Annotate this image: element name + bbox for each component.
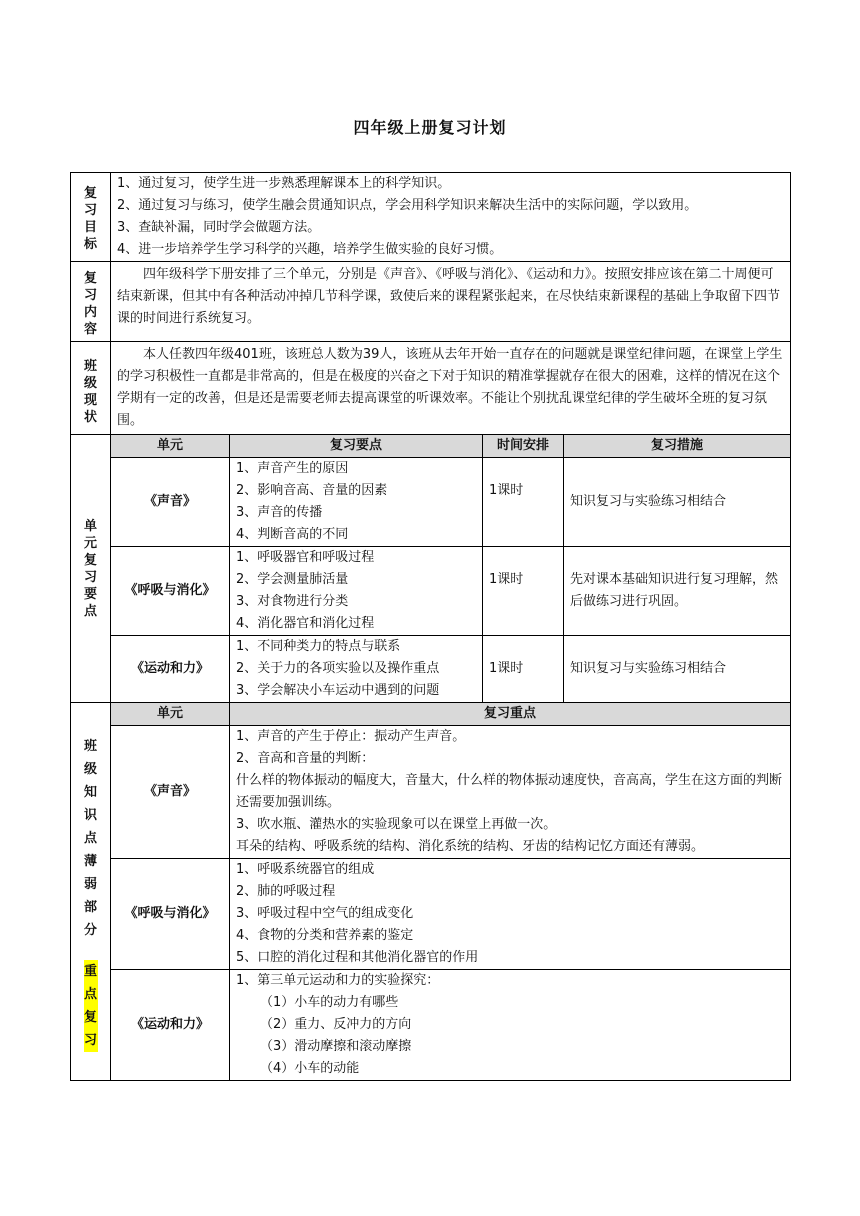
units-row-breathing <box>71 547 791 636</box>
unit-name: 《运动和力》 <box>111 636 230 703</box>
status-label: 班级现状 <box>83 358 97 425</box>
units-header-points: 复习要点 <box>230 435 483 458</box>
unit-point: 2、学会测量肺活量 <box>236 572 349 587</box>
unit-point: 4、消化器官和消化过程 <box>236 616 375 631</box>
weak-lines <box>230 970 791 1081</box>
status-label-cell <box>71 342 111 435</box>
unit-points <box>230 458 483 547</box>
unit-point: 3、对食物进行分类 <box>236 594 349 609</box>
unit-time-text: 1课时 <box>489 483 524 498</box>
goal-item: 3、查缺补漏，同时学会做题方法。 <box>117 220 321 235</box>
units-row-sound <box>71 458 791 547</box>
unit-measure: 知识复习与实验练习相结合 <box>564 636 791 703</box>
weak-header-row <box>71 703 791 726</box>
weak-label-cell <box>71 703 111 1081</box>
weak-line: 1、声音的产生于停止：振动产生声音。 <box>236 729 466 744</box>
weak-lines <box>230 726 791 859</box>
status-cell <box>111 342 791 435</box>
goal-item: 4、进一步培养学生学习科学的兴趣，培养学生做实验的良好习惯。 <box>117 242 503 257</box>
unit-point: 1、不同种类力的特点与联系 <box>236 639 401 654</box>
units-header-measure: 复习措施 <box>564 435 791 458</box>
unit-measure: 知识复习与实验练习相结合 <box>564 458 791 547</box>
focus-review-highlight: 重点复习 <box>84 960 98 1052</box>
unit-point: 1、呼吸器官和呼吸过程 <box>236 550 375 565</box>
weak-line: 2、音高和音量的判断： <box>236 751 375 766</box>
unit-time: 1课时 <box>483 636 564 703</box>
units-label-cell <box>71 435 111 703</box>
unit-point: 2、影响音高、音量的因素 <box>236 483 388 498</box>
content-text: 四年级科学下册安排了三个单元，分别是《声音》、《呼吸与消化》、《运动和力》。按照安排应该在第二十周便可结束新课，但其中有各种活动冲掉几节科学课，致使后来的课程紧张起来，在尽快结束新课程的基础上争取留下四节课的时间进行系统复习。 <box>117 267 781 326</box>
weak-line: 4、食物的分类和营养素的鉴定 <box>236 928 414 943</box>
goal-item: 2、通过复习与练习，使学生融会贯通知识点，学会用科学知识来解决生活中的实际问题，学以致用。 <box>117 198 698 213</box>
weak-line: 什么样的物体振动的幅度大，音量大，什么样的物体振动速度快，音高高，学生在这方面的判断还需要加强训练。 <box>236 773 783 810</box>
goals-cell <box>111 173 791 262</box>
weak-unit-name: 《呼吸与消化》 <box>111 859 230 970</box>
goals-label: 复习目标 <box>83 185 97 252</box>
content-cell <box>111 262 791 342</box>
weak-line: 3、呼吸过程中空气的组成变化 <box>236 906 414 921</box>
weak-label: 班级知识点薄弱部分 <box>83 739 97 938</box>
status-text: 本人任教四年级401班，该班总人数为39人，该班从去年开始一直存在的问题就是课堂纪律问题，在课堂上学生的学习积极性一直都是非常高的，但是在极度的兴奋之下对于知识的精准掌握就存在很大的困难，这样的情况在这个学期有一定的改善，但是还是需要老师去提高课堂的听课效率。不能让个别扰乱课堂纪律的学生破坏全班的复习氛围。 <box>117 347 783 428</box>
weak-row-force <box>71 970 791 1081</box>
unit-point: 3、声音的传播 <box>236 505 323 520</box>
page-title: 四年级上册复习计划 <box>353 118 507 137</box>
unit-time <box>483 458 564 547</box>
unit-time <box>483 547 564 636</box>
content-row <box>71 262 791 342</box>
unit-name: 《声音》 <box>111 458 230 547</box>
weak-line: 耳朵的结构、呼吸系统的结构、消化系统的结构、牙齿的结构记忆方面还有薄弱。 <box>236 839 705 854</box>
weak-unit-name: 《声音》 <box>111 726 230 859</box>
weak-line: （1）小车的动力有哪些 <box>260 995 399 1010</box>
weak-header-focus: 复习重点 <box>230 703 791 726</box>
weak-line: （2）重力、反冲力的方向 <box>260 1017 412 1032</box>
weak-line: （4）小车的动能 <box>260 1061 360 1076</box>
review-plan-table <box>70 172 791 1081</box>
goals-row <box>71 173 791 262</box>
units-row-force <box>71 636 791 703</box>
unit-name: 《呼吸与消化》 <box>111 547 230 636</box>
weak-row-breathing <box>71 859 791 970</box>
unit-measure: 先对课本基础知识进行复习理解，然后做练习进行巩固。 <box>564 547 791 636</box>
weak-line: 1、呼吸系统器官的组成 <box>236 862 375 877</box>
units-header-time: 时间安排 <box>483 435 564 458</box>
goals-label-cell <box>71 173 111 262</box>
weak-unit-name: 《运动和力》 <box>111 970 230 1081</box>
weak-line: 2、肺的呼吸过程 <box>236 884 336 899</box>
weak-row-sound <box>71 726 791 859</box>
units-header-row <box>71 435 791 458</box>
goal-item: 1、通过复习，使学生进一步熟悉理解课本上的科学知识。 <box>117 176 451 191</box>
weak-lines <box>230 859 791 970</box>
weak-line: 3、吹水瓶、灌热水的实验现象可以在课堂上再做一次。 <box>236 817 557 832</box>
unit-points <box>230 547 483 636</box>
unit-point: 1、声音产生的原因 <box>236 461 349 476</box>
units-header-unit: 单元 <box>111 435 230 458</box>
weak-header-unit: 单元 <box>111 703 230 726</box>
status-row <box>71 342 791 435</box>
content-label-cell <box>71 262 111 342</box>
content-label: 复习内容 <box>83 271 97 337</box>
weak-line: （3）滑动摩擦和滚动摩擦 <box>260 1039 412 1054</box>
unit-time-text: 1课时 <box>489 572 524 587</box>
units-label: 单元复习要点 <box>83 519 97 619</box>
unit-point: 2、关于力的各项实验以及操作重点 <box>236 661 440 676</box>
unit-point: 4、判断音高的不同 <box>236 527 349 542</box>
weak-line: 5、口腔的消化过程和其他消化器官的作用 <box>236 950 479 965</box>
unit-point: 3、学会解决小车运动中遇到的问题 <box>236 683 440 698</box>
unit-points <box>230 636 483 703</box>
weak-line: 1、第三单元运动和力的实验探究： <box>236 973 440 988</box>
